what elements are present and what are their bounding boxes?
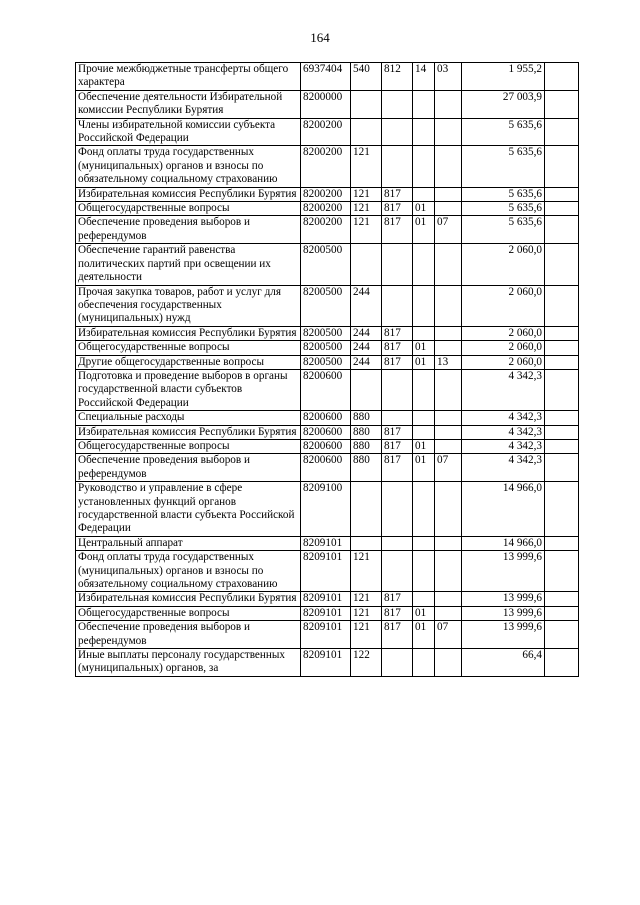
cell-department: 817 <box>382 592 413 606</box>
cell-amount: 13 999,6 <box>462 592 545 606</box>
cell-section <box>413 146 435 187</box>
cell-amount: 14 966,0 <box>462 536 545 550</box>
cell-expense-type: 244 <box>351 326 382 340</box>
cell-name: Иные выплаты персоналу государственных (муниципальных) органов, за <box>76 649 301 677</box>
cell-amount: 4 342,3 <box>462 439 545 453</box>
cell-target-code: 8200200 <box>301 146 351 187</box>
cell-subsection: 13 <box>435 355 462 369</box>
cell-department <box>382 649 413 677</box>
cell-section: 01 <box>413 439 435 453</box>
cell-section <box>413 592 435 606</box>
cell-empty <box>545 606 579 620</box>
cell-department <box>382 369 413 410</box>
cell-department: 817 <box>382 454 413 482</box>
cell-subsection <box>435 369 462 410</box>
cell-amount: 13 999,6 <box>462 606 545 620</box>
cell-expense-type: 880 <box>351 411 382 425</box>
cell-amount: 5 635,6 <box>462 118 545 146</box>
cell-expense-type: 121 <box>351 202 382 216</box>
cell-target-code: 8200600 <box>301 439 351 453</box>
cell-empty <box>545 551 579 592</box>
cell-empty <box>545 411 579 425</box>
cell-subsection <box>435 187 462 201</box>
cell-expense-type: 121 <box>351 551 382 592</box>
cell-name: Избирательная комиссия Республики Бурятия <box>76 326 301 340</box>
table-row <box>76 439 579 453</box>
cell-section <box>413 482 435 537</box>
cell-amount: 2 060,0 <box>462 285 545 326</box>
cell-target-code: 8200500 <box>301 326 351 340</box>
cell-empty <box>545 216 579 244</box>
cell-department: 817 <box>382 439 413 453</box>
table-row <box>76 425 579 439</box>
table-row <box>76 355 579 369</box>
cell-target-code: 6937404 <box>301 63 351 91</box>
cell-empty <box>545 146 579 187</box>
cell-department <box>382 90 413 118</box>
cell-amount: 14 966,0 <box>462 482 545 537</box>
cell-expense-type: 244 <box>351 341 382 355</box>
cell-name: Общегосударственные вопросы <box>76 341 301 355</box>
cell-expense-type <box>351 118 382 146</box>
cell-subsection <box>435 202 462 216</box>
cell-department: 817 <box>382 187 413 201</box>
cell-amount: 2 060,0 <box>462 244 545 285</box>
cell-target-code: 8209101 <box>301 606 351 620</box>
table-row <box>76 649 579 677</box>
cell-department: 817 <box>382 341 413 355</box>
cell-name: Члены избирательной комиссии субъекта Российской Федерации <box>76 118 301 146</box>
cell-department: 817 <box>382 326 413 340</box>
cell-section <box>413 244 435 285</box>
cell-subsection <box>435 146 462 187</box>
cell-expense-type: 121 <box>351 216 382 244</box>
cell-expense-type: 880 <box>351 439 382 453</box>
cell-amount: 2 060,0 <box>462 355 545 369</box>
cell-subsection: 07 <box>435 454 462 482</box>
cell-subsection: 03 <box>435 63 462 91</box>
cell-empty <box>545 482 579 537</box>
table-row <box>76 202 579 216</box>
cell-department: 812 <box>382 63 413 91</box>
cell-target-code: 8209101 <box>301 621 351 649</box>
cell-name: Избирательная комиссия Республики Бурятия <box>76 187 301 201</box>
cell-section: 01 <box>413 606 435 620</box>
cell-section: 01 <box>413 216 435 244</box>
cell-name: Избирательная комиссия Республики Бурятия <box>76 592 301 606</box>
cell-amount: 4 342,3 <box>462 369 545 410</box>
table-row <box>76 90 579 118</box>
cell-expense-type: 122 <box>351 649 382 677</box>
cell-amount: 5 635,6 <box>462 216 545 244</box>
cell-target-code: 8200200 <box>301 202 351 216</box>
cell-amount: 5 635,6 <box>462 202 545 216</box>
cell-department: 817 <box>382 606 413 620</box>
cell-section <box>413 425 435 439</box>
cell-department: 817 <box>382 216 413 244</box>
cell-empty <box>545 454 579 482</box>
cell-department: 817 <box>382 202 413 216</box>
cell-subsection <box>435 90 462 118</box>
cell-amount: 13 999,6 <box>462 621 545 649</box>
cell-name: Фонд оплаты труда государственных (муниципальных) органов и взносы по обязательному социальному страхованию <box>76 551 301 592</box>
cell-subsection <box>435 606 462 620</box>
cell-target-code: 8200500 <box>301 341 351 355</box>
cell-target-code: 8200200 <box>301 216 351 244</box>
cell-expense-type: 244 <box>351 285 382 326</box>
cell-section <box>413 649 435 677</box>
cell-subsection <box>435 649 462 677</box>
cell-target-code: 8200000 <box>301 90 351 118</box>
cell-name: Общегосударственные вопросы <box>76 202 301 216</box>
cell-expense-type <box>351 536 382 550</box>
cell-target-code: 8200600 <box>301 425 351 439</box>
cell-subsection <box>435 341 462 355</box>
table-row <box>76 482 579 537</box>
cell-empty <box>545 326 579 340</box>
cell-empty <box>545 118 579 146</box>
cell-department <box>382 285 413 326</box>
cell-empty <box>545 355 579 369</box>
cell-subsection <box>435 536 462 550</box>
cell-subsection <box>435 482 462 537</box>
cell-empty <box>545 285 579 326</box>
table-row <box>76 285 579 326</box>
cell-empty <box>545 536 579 550</box>
page-number: 164 <box>310 30 330 45</box>
cell-name: Руководство и управление в сфере установленных функций органов государственной власти субъекта Российской Федерации <box>76 482 301 537</box>
cell-department: 817 <box>382 355 413 369</box>
cell-expense-type: 121 <box>351 146 382 187</box>
table-row <box>76 606 579 620</box>
cell-amount: 13 999,6 <box>462 551 545 592</box>
cell-department <box>382 411 413 425</box>
cell-section: 01 <box>413 621 435 649</box>
cell-amount: 4 342,3 <box>462 411 545 425</box>
cell-subsection <box>435 425 462 439</box>
cell-empty <box>545 341 579 355</box>
cell-target-code: 8200200 <box>301 187 351 201</box>
table-row <box>76 187 579 201</box>
cell-expense-type: 121 <box>351 592 382 606</box>
cell-empty <box>545 425 579 439</box>
cell-amount: 5 635,6 <box>462 146 545 187</box>
cell-section <box>413 326 435 340</box>
cell-target-code: 8200500 <box>301 355 351 369</box>
cell-empty <box>545 649 579 677</box>
cell-subsection <box>435 244 462 285</box>
cell-section <box>413 551 435 592</box>
table-row <box>76 146 579 187</box>
table-row <box>76 118 579 146</box>
cell-section <box>413 369 435 410</box>
table-row <box>76 536 579 550</box>
cell-name: Прочие межбюджетные трансферты общего характера <box>76 63 301 91</box>
cell-expense-type <box>351 90 382 118</box>
cell-target-code: 8200500 <box>301 244 351 285</box>
cell-amount: 4 342,3 <box>462 425 545 439</box>
cell-expense-type: 244 <box>351 355 382 369</box>
cell-name: Избирательная комиссия Республики Бурятия <box>76 425 301 439</box>
cell-target-code: 8209101 <box>301 592 351 606</box>
cell-department <box>382 118 413 146</box>
table-row <box>76 216 579 244</box>
cell-section: 01 <box>413 202 435 216</box>
cell-name: Обеспечение проведения выборов и референдумов <box>76 621 301 649</box>
cell-section: 14 <box>413 63 435 91</box>
table-row <box>76 411 579 425</box>
cell-department <box>382 482 413 537</box>
cell-name: Обеспечение проведения выборов и референдумов <box>76 454 301 482</box>
cell-name: Центральный аппарат <box>76 536 301 550</box>
cell-section: 01 <box>413 355 435 369</box>
table-row <box>76 341 579 355</box>
budget-table-body <box>76 63 579 677</box>
cell-expense-type <box>351 482 382 537</box>
cell-empty <box>545 592 579 606</box>
table-row <box>76 592 579 606</box>
cell-section: 01 <box>413 454 435 482</box>
table-row <box>76 326 579 340</box>
cell-amount: 2 060,0 <box>462 341 545 355</box>
cell-name: Общегосударственные вопросы <box>76 606 301 620</box>
cell-department: 817 <box>382 425 413 439</box>
cell-section <box>413 90 435 118</box>
cell-target-code: 8209100 <box>301 482 351 537</box>
cell-empty <box>545 244 579 285</box>
budget-table <box>75 62 579 677</box>
cell-name: Общегосударственные вопросы <box>76 439 301 453</box>
cell-target-code: 8209101 <box>301 536 351 550</box>
cell-expense-type: 880 <box>351 454 382 482</box>
cell-section <box>413 118 435 146</box>
cell-name: Подготовка и проведение выборов в органы государственной власти субъектов Российской Федерации <box>76 369 301 410</box>
cell-subsection <box>435 439 462 453</box>
cell-empty <box>545 621 579 649</box>
cell-amount: 27 003,9 <box>462 90 545 118</box>
cell-amount: 4 342,3 <box>462 454 545 482</box>
cell-expense-type: 121 <box>351 606 382 620</box>
cell-expense-type: 540 <box>351 63 382 91</box>
cell-subsection <box>435 326 462 340</box>
table-row <box>76 621 579 649</box>
cell-section: 01 <box>413 341 435 355</box>
table-row <box>76 244 579 285</box>
cell-target-code: 8200600 <box>301 369 351 410</box>
table-row <box>76 551 579 592</box>
cell-section <box>413 187 435 201</box>
cell-department <box>382 244 413 285</box>
cell-section <box>413 285 435 326</box>
cell-target-code: 8209101 <box>301 551 351 592</box>
cell-amount: 5 635,6 <box>462 187 545 201</box>
cell-section <box>413 536 435 550</box>
cell-name: Фонд оплаты труда государственных (муниципальных) органов и взносы по обязательному социальному страхованию <box>76 146 301 187</box>
cell-subsection <box>435 551 462 592</box>
cell-target-code: 8200600 <box>301 411 351 425</box>
cell-amount: 66,4 <box>462 649 545 677</box>
cell-name: Обеспечение гарантий равенства политических партий при освещении их деятельности <box>76 244 301 285</box>
cell-empty <box>545 369 579 410</box>
cell-department <box>382 536 413 550</box>
cell-department: 817 <box>382 621 413 649</box>
cell-subsection <box>435 411 462 425</box>
cell-target-code: 8200500 <box>301 285 351 326</box>
cell-empty <box>545 439 579 453</box>
cell-expense-type: 121 <box>351 187 382 201</box>
cell-name: Обеспечение деятельности Избирательной комиссии Республики Бурятия <box>76 90 301 118</box>
cell-amount: 2 060,0 <box>462 326 545 340</box>
cell-name: Другие общегосударственные вопросы <box>76 355 301 369</box>
cell-name: Обеспечение проведения выборов и референдумов <box>76 216 301 244</box>
cell-empty <box>545 202 579 216</box>
cell-department <box>382 551 413 592</box>
cell-empty <box>545 187 579 201</box>
cell-subsection <box>435 118 462 146</box>
cell-department <box>382 146 413 187</box>
cell-subsection: 07 <box>435 216 462 244</box>
cell-amount: 1 955,2 <box>462 63 545 91</box>
cell-expense-type <box>351 244 382 285</box>
cell-subsection <box>435 592 462 606</box>
cell-expense-type: 880 <box>351 425 382 439</box>
cell-expense-type <box>351 369 382 410</box>
cell-target-code: 8200200 <box>301 118 351 146</box>
table-row <box>76 63 579 91</box>
table-row <box>76 369 579 410</box>
cell-name: Прочая закупка товаров, работ и услуг для обеспечения государственных (муниципальных) нужд <box>76 285 301 326</box>
cell-name: Специальные расходы <box>76 411 301 425</box>
cell-subsection <box>435 285 462 326</box>
cell-empty <box>545 90 579 118</box>
cell-subsection: 07 <box>435 621 462 649</box>
cell-empty <box>545 63 579 91</box>
cell-target-code: 8200600 <box>301 454 351 482</box>
cell-expense-type: 121 <box>351 621 382 649</box>
cell-section <box>413 411 435 425</box>
cell-target-code: 8209101 <box>301 649 351 677</box>
table-row <box>76 454 579 482</box>
